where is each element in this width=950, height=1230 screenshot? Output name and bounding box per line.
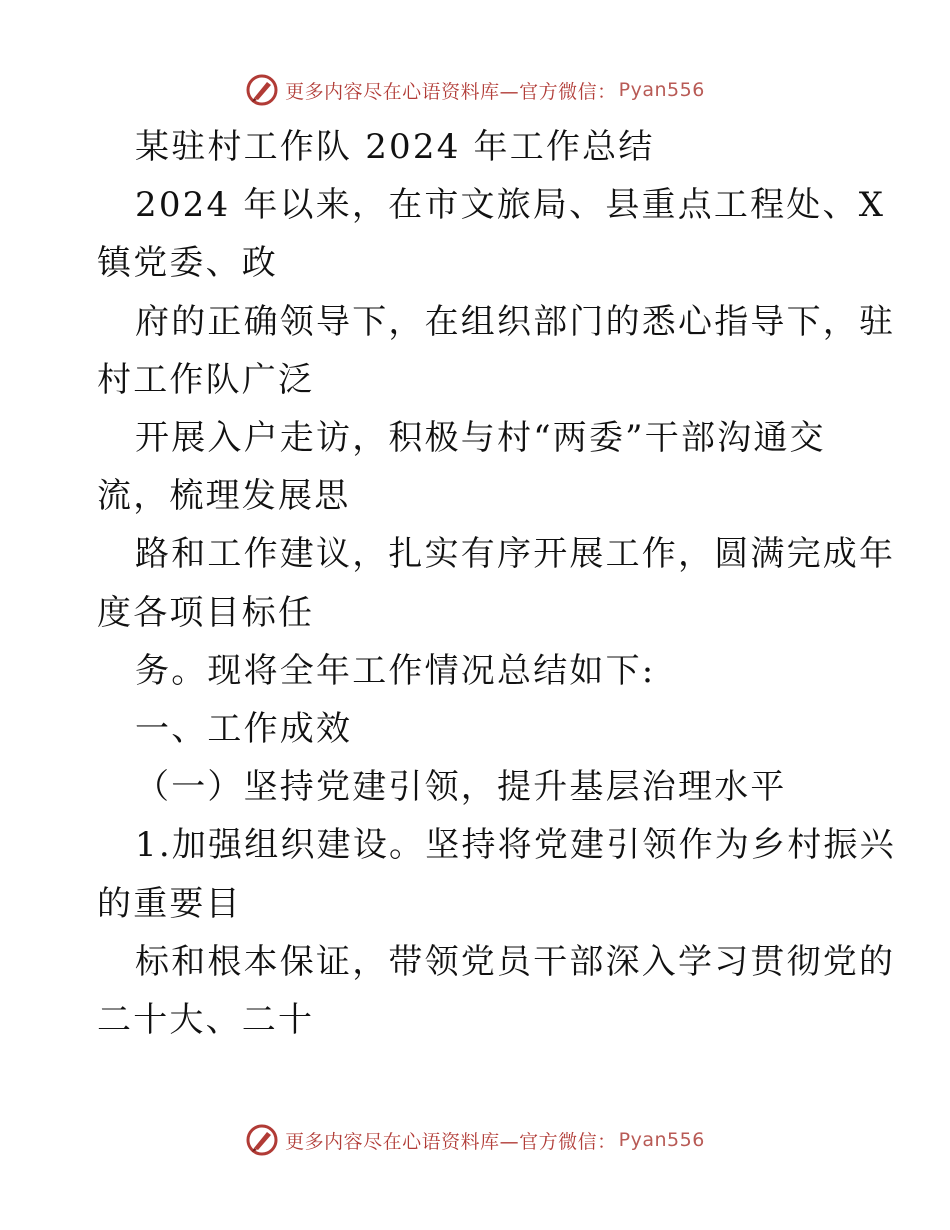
header-watermark xyxy=(0,70,950,110)
text-line: 的重要目 xyxy=(97,883,242,924)
watermark-text: 更多内容尽在心语资料库—官方微信： xyxy=(285,80,617,103)
text-line: （一）坚持党建引领，提升基层治理水平 xyxy=(135,767,787,808)
text-line: 度各项目标任 xyxy=(97,592,315,633)
text-line: 镇党委、政 xyxy=(97,243,278,284)
watermark-contact: Pyan556 xyxy=(618,79,705,101)
text-line: 务。现将全年工作情况总结如下: xyxy=(135,650,656,691)
footer-watermark xyxy=(0,1120,950,1160)
document-body xyxy=(97,118,896,1049)
watermark-text: 更多内容尽在心语资料库—官方微信： xyxy=(285,1130,617,1153)
pen-logo-icon xyxy=(245,73,279,107)
text-line: 流，梳理发展思 xyxy=(97,476,351,517)
text-line: 某驻村工作队 2024 年工作总结 xyxy=(135,127,655,167)
watermark-contact: Pyan556 xyxy=(618,1129,705,1151)
text-line: 村工作队广泛 xyxy=(97,359,315,400)
text-line: 府的正确领导下，在组织部门的悉心指导下，驻 xyxy=(135,301,896,342)
text-line: 2024 年以来，在市文旅局、县重点工程处、X xyxy=(135,185,886,226)
text-line: 二十大、二十 xyxy=(97,1000,315,1041)
text-line: 路和工作建议，扎实有序开展工作，圆满完成年 xyxy=(135,534,896,575)
text-line: 一、工作成效 xyxy=(135,709,353,750)
pen-logo-icon xyxy=(245,1123,279,1157)
text-line: 1.加强组织建设。坚持将党建引领作为乡村振兴 xyxy=(135,825,896,866)
text-line: 开展入户走访，积极与村“两委”干部沟通交 xyxy=(135,418,826,459)
text-line: 标和根本保证，带领党员干部深入学习贯彻党的 xyxy=(135,941,896,982)
